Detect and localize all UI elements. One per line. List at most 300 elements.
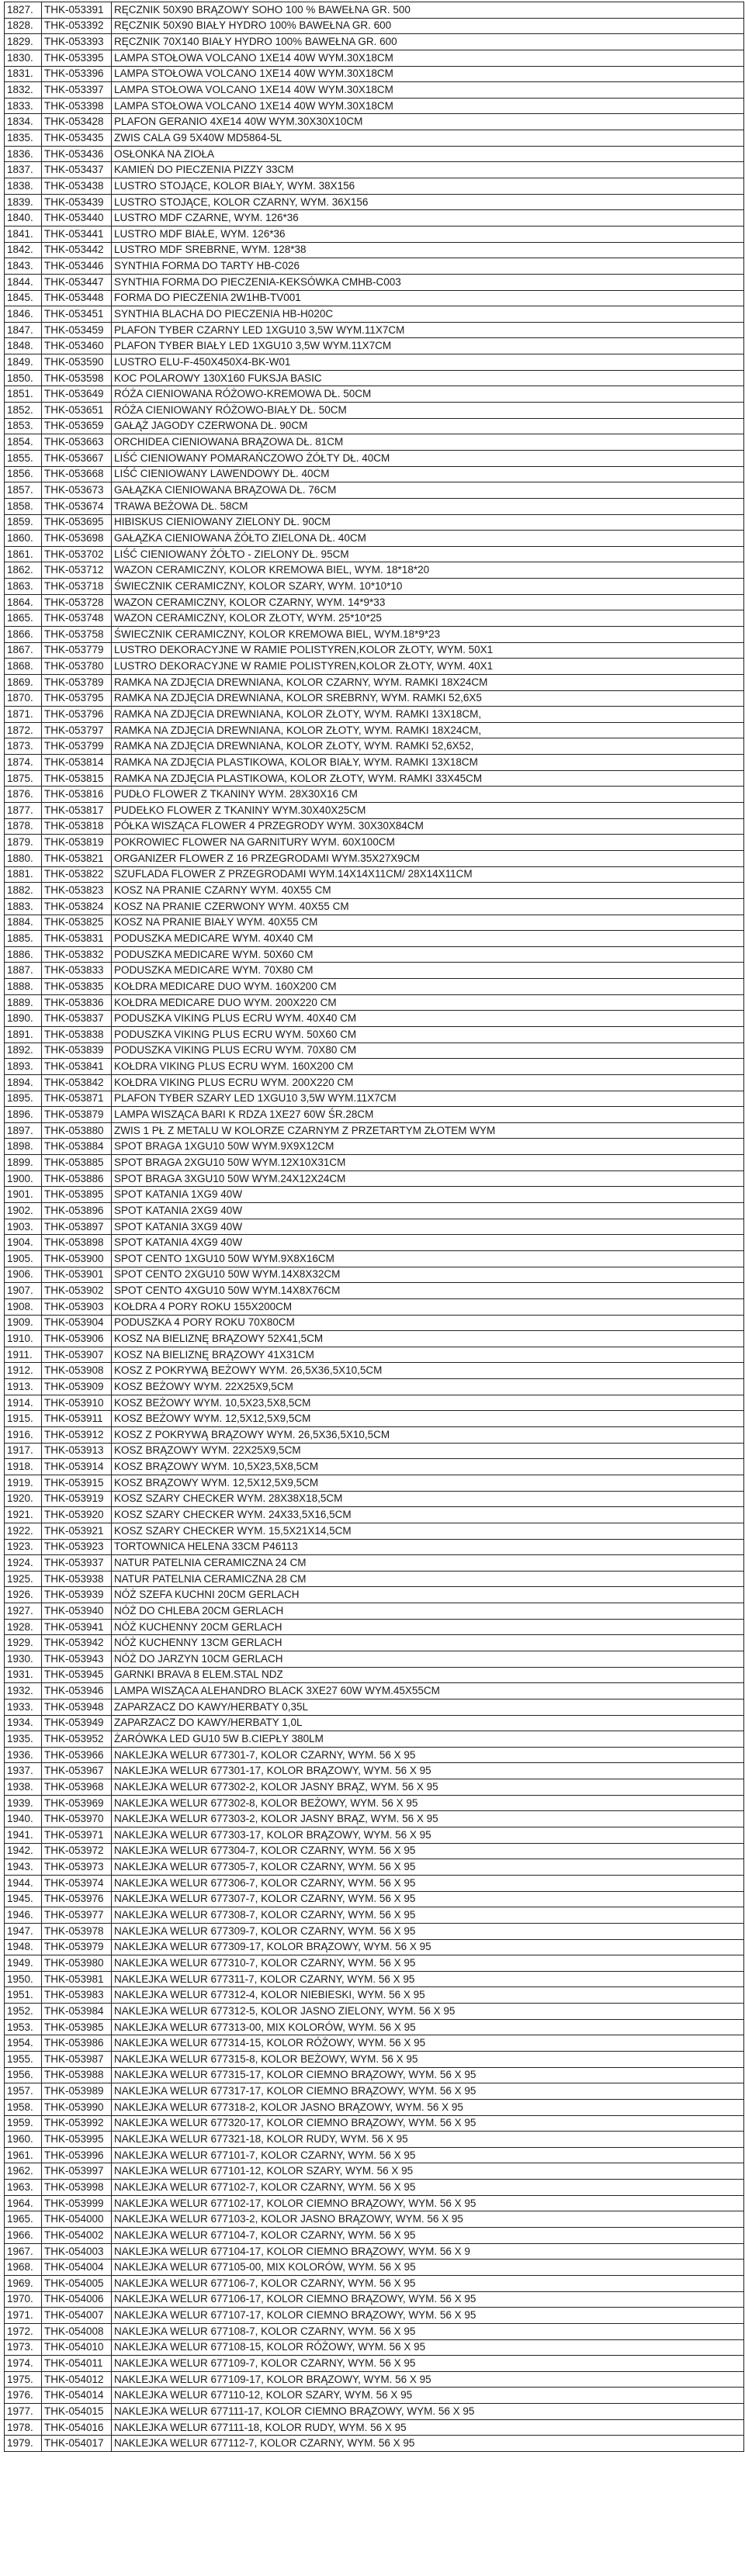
product-name: HIBISKUS CIENIOWANY ZIELONY DŁ. 90CM [112,514,744,531]
product-code: THK-053981 [42,1971,112,1987]
product-name: SPOT CENTO 2XGU10 50W WYM.14X8X32CM [112,1267,744,1283]
table-row [5,883,744,899]
row-number: 1830. [5,50,42,66]
table-row [5,2,744,19]
product-name: SPOT KATANIA 2XG9 40W [112,1203,744,1219]
row-number: 1875. [5,770,42,787]
row-number: 1939. [5,1795,42,1811]
product-name: NAKLEJKA WELUR 677107-17, KOLOR CIEMNO BRĄZOWY, WYM. 56 X 95 [112,2308,744,2324]
row-number: 1877. [5,803,42,819]
table-row [5,898,744,915]
product-name: NAKLEJKA WELUR 677312-5, KOLOR JASNO ZIELONY, WYM. 56 X 95 [112,2004,744,2020]
row-number: 1944. [5,1875,42,1891]
product-code: THK-053906 [42,1331,112,1347]
product-code: THK-053972 [42,1843,112,1859]
table-row [5,2195,744,2211]
product-code: THK-053448 [42,290,112,306]
product-code: THK-054006 [42,2291,112,2308]
product-name: KOŁDRA VIKING PLUS ECRU WYM. 160X200 CM [112,1059,744,1075]
row-number: 1978. [5,2419,42,2436]
product-name: LAMPA STOŁOWA VOLCANO 1XE14 40W WYM.30X18CM [112,82,744,99]
table-row [5,1379,744,1395]
table-row [5,1939,744,1955]
product-name: KOŁDRA MEDICARE DUO WYM. 200X220 CM [112,994,744,1011]
table-row [5,2132,744,2148]
product-code: THK-053667 [42,450,112,466]
table-row [5,1619,744,1635]
table-row [5,1683,744,1699]
product-name: NAKLEJKA WELUR 677301-17, KOLOR BRĄZOWY, WYM. 56 X 95 [112,1763,744,1779]
table-row [5,258,744,275]
table-row [5,1667,744,1683]
product-name: NAKLEJKA WELUR 677104-17, KOLOR CIEMNO BRĄZOWY, WYM. 56 X 9 [112,2243,744,2260]
table-row [5,1363,744,1379]
row-number: 1962. [5,2163,42,2180]
row-number: 1887. [5,963,42,979]
table-row [5,1811,744,1827]
product-name: NAKLEJKA WELUR 677112-7, KOLOR CZARNY, WYM. 56 X 95 [112,2436,744,2452]
table-row [5,210,744,226]
product-name: NAKLEJKA WELUR 677302-8, KOLOR BEŻOWY, WYM. 56 X 95 [112,1795,744,1811]
table-row [5,130,744,147]
table-row [5,1859,744,1876]
table-row [5,1795,744,1811]
table-row [5,2083,744,2100]
row-number: 1902. [5,1203,42,1219]
table-row [5,659,744,675]
product-name: TRAWA BEŻOWA DŁ. 58CM [112,498,744,514]
product-code: THK-053392 [42,18,112,34]
table-row [5,1443,744,1459]
product-name: LUSTRO DEKORACYJNE W RAMIE POLISTYREN,KOLOR ZŁOTY, WYM. 40X1 [112,659,744,675]
product-code: THK-054002 [42,2228,112,2244]
product-name: NAKLEJKA WELUR 677109-17, KOLOR BRĄZOWY, WYM. 56 X 95 [112,2371,744,2388]
table-row [5,2275,744,2291]
row-number: 1854. [5,434,42,451]
table-row [5,1074,744,1091]
product-code: THK-053758 [42,626,112,642]
row-number: 1945. [5,1891,42,1907]
product-name: SPOT KATANIA 4XG9 40W [112,1235,744,1251]
product-name: NÓŻ DO JARZYN 10CM GERLACH [112,1651,744,1667]
product-code: THK-053937 [42,1555,112,1572]
product-name: SZUFLADA FLOWER Z PRZEGRODAMI WYM.14X14X11CM/ 28X14X11CM [112,866,744,883]
table-row [5,1843,744,1859]
product-code: THK-053839 [42,1043,112,1059]
product-code: THK-053999 [42,2195,112,2211]
row-number: 1831. [5,66,42,82]
product-name: PUDEŁKO FLOWER Z TKANINY WYM.30X40X25CM [112,803,744,819]
row-number: 1917. [5,1443,42,1459]
row-number: 1930. [5,1651,42,1667]
table-row [5,162,744,178]
product-code: THK-053831 [42,931,112,947]
product-name: KOŁDRA MEDICARE DUO WYM. 160X200 CM [112,979,744,995]
table-row [5,1235,744,1251]
table-row [5,2388,744,2404]
row-number: 1923. [5,1539,42,1555]
row-number: 1839. [5,194,42,210]
table-row [5,146,744,162]
product-code: THK-053842 [42,1074,112,1091]
table-row [5,546,744,562]
table-row [5,2067,744,2083]
row-number: 1905. [5,1250,42,1267]
product-code: THK-053903 [42,1298,112,1315]
table-row [5,755,744,771]
row-number: 1874. [5,755,42,771]
table-row [5,2052,744,2068]
product-code: THK-053949 [42,1715,112,1731]
product-name: NAKLEJKA WELUR 677321-18, KOLOR RUDY, WYM. 56 X 95 [112,2132,744,2148]
product-code: THK-053952 [42,1731,112,1748]
product-name: ŚWIECZNIK CERAMICZNY, KOLOR KREMOWA BIEL, WYM.18*9*23 [112,626,744,642]
row-number: 1976. [5,2388,42,2404]
table-row [5,386,744,403]
row-number: 1901. [5,1187,42,1203]
row-number: 1931. [5,1667,42,1683]
product-name: GAŁĄZKA CIENIOWANA BRĄZOWA DŁ. 76CM [112,482,744,499]
table-row [5,1091,744,1107]
product-code: THK-053795 [42,690,112,707]
product-code: THK-053990 [42,2099,112,2115]
table-row [5,1203,744,1219]
product-code: THK-053977 [42,1907,112,1924]
row-number: 1946. [5,1907,42,1924]
product-code: THK-053880 [42,1122,112,1139]
row-number: 1958. [5,2099,42,2115]
product-name: NAKLEJKA WELUR 677104-7, KOLOR CZARNY, WYM. 56 X 95 [112,2228,744,2244]
row-number: 1934. [5,1715,42,1731]
row-number: 1859. [5,514,42,531]
product-name: NAKLEJKA WELUR 677102-7, KOLOR CZARNY, WYM. 56 X 95 [112,2180,744,2196]
product-code: THK-053674 [42,498,112,514]
table-row [5,306,744,323]
product-code: THK-053896 [42,1203,112,1219]
product-code: THK-053997 [42,2163,112,2180]
product-code: THK-053973 [42,1859,112,1876]
product-name: LUSTRO MDF SREBRNE, WYM. 128*38 [112,242,744,258]
product-code: THK-053978 [42,1923,112,1939]
table-row [5,1011,744,1027]
product-name: NATUR PATELNIA CERAMICZNA 28 CM [112,1571,744,1587]
product-name: NAKLEJKA WELUR 677312-4, KOLOR NIEBIESKI, WYM. 56 X 95 [112,1987,744,2004]
product-code: THK-053941 [42,1619,112,1635]
row-number: 1846. [5,306,42,323]
row-number: 1975. [5,2371,42,2388]
product-name: NAKLEJKA WELUR 677307-7, KOLOR CZARNY, WYM. 56 X 95 [112,1891,744,1907]
product-name: LAMPA STOŁOWA VOLCANO 1XE14 40W WYM.30X18CM [112,98,744,114]
row-number: 1895. [5,1091,42,1107]
product-name: SYNTHIA BLACHA DO PIECZENIA HB-H020C [112,306,744,323]
table-row [5,290,744,306]
product-name: KAMIEŃ DO PIECZENIA PIZZY 33CM [112,162,744,178]
table-row [5,994,744,1011]
row-number: 1853. [5,418,42,434]
product-name: KOSZ Z POKRYWĄ BEŻOWY WYM. 26,5X36,5X10,5CM [112,1363,744,1379]
table-row [5,194,744,210]
product-name: KOSZ SZARY CHECKER WYM. 24X33,5X16,5CM [112,1507,744,1523]
row-number: 1892. [5,1043,42,1059]
row-number: 1894. [5,1074,42,1091]
product-name: KOSZ NA BIELIZNĘ BRĄZOWY 41X31CM [112,1347,744,1363]
table-row [5,594,744,610]
table-row [5,242,744,258]
product-code: THK-053940 [42,1603,112,1620]
table-row [5,674,744,690]
table-row [5,1059,744,1075]
product-name: OSŁONKA NA ZIOŁA [112,146,744,162]
table-row [5,322,744,338]
row-number: 1870. [5,690,42,707]
row-number: 1951. [5,1987,42,2004]
product-name: RAMKA NA ZDJĘCIA DREWNIANA, KOLOR ZŁOTY, WYM. RAMKI 13X18CM, [112,707,744,723]
product-name: LUSTRO STOJĄCE, KOLOR BIAŁY, WYM. 38X156 [112,178,744,195]
product-name: NAKLEJKA WELUR 677101-7, KOLOR CZARNY, WYM. 56 X 95 [112,2147,744,2163]
product-name: TORTOWNICA HELENA 33CM P46113 [112,1539,744,1555]
product-code: THK-053913 [42,1443,112,1459]
product-code: THK-053728 [42,594,112,610]
table-row [5,482,744,499]
table-row [5,1555,744,1572]
product-name: NAKLEJKA WELUR 677106-17, KOLOR CIEMNO BRĄZOWY, WYM. 56 X 95 [112,2291,744,2308]
table-row [5,354,744,371]
row-number: 1843. [5,258,42,275]
product-code: THK-053901 [42,1267,112,1283]
product-code: THK-053939 [42,1587,112,1603]
product-code: THK-053984 [42,2004,112,2020]
product-code: THK-053796 [42,707,112,723]
product-name: LAMPA WISZĄCA BARI K RDZA 1XE27 60W ŚR.28CM [112,1107,744,1123]
product-code: THK-053436 [42,146,112,162]
row-number: 1835. [5,130,42,147]
table-row [5,82,744,99]
table-row [5,1923,744,1939]
product-name: RAMKA NA ZDJĘCIA PLASTIKOWA, KOLOR BIAŁY, WYM. RAMKI 13X18CM [112,755,744,771]
product-code: THK-053967 [42,1763,112,1779]
product-code: THK-053898 [42,1235,112,1251]
product-code: THK-053998 [42,2180,112,2196]
product-code: THK-053821 [42,850,112,866]
row-number: 1919. [5,1475,42,1491]
table-row [5,403,744,419]
table-row [5,1827,744,1844]
row-number: 1911. [5,1347,42,1363]
product-name: ŚWIECZNIK CERAMICZNY, KOLOR SZARY, WYM. 10*10*10 [112,579,744,595]
table-row [5,2323,744,2339]
row-number: 1907. [5,1283,42,1299]
table-row [5,931,744,947]
product-name: NAKLEJKA WELUR 677314-15, KOLOR RÓŻOWY, WYM. 56 X 95 [112,2035,744,2052]
table-row [5,1491,744,1507]
table-row [5,450,744,466]
row-number: 1864. [5,594,42,610]
row-number: 1866. [5,626,42,642]
table-row [5,418,744,434]
product-name: ZAPARZACZ DO KAWY/HERBATY 1,0L [112,1715,744,1731]
table-row [5,2308,744,2324]
product-code: THK-053884 [42,1139,112,1155]
product-code: THK-053428 [42,114,112,130]
table-row [5,1907,744,1924]
table-row [5,2035,744,2052]
table-row [5,803,744,819]
row-number: 1834. [5,114,42,130]
product-code: THK-053702 [42,546,112,562]
table-row [5,2004,744,2020]
row-number: 1862. [5,562,42,579]
product-name: NAKLEJKA WELUR 677108-7, KOLOR CZARNY, WYM. 56 X 95 [112,2323,744,2339]
table-row [5,579,744,595]
product-name: ZWIS CALA G9 5X40W MD5864-5L [112,130,744,147]
product-name: NAKLEJKA WELUR 677320-17, KOLOR CIEMNO BRĄZOWY, WYM. 56 X 95 [112,2115,744,2132]
row-number: 1857. [5,482,42,499]
row-number: 1966. [5,2228,42,2244]
row-number: 1828. [5,18,42,34]
product-name: NÓŻ KUCHENNY 13CM GERLACH [112,1635,744,1651]
product-code: THK-053902 [42,1283,112,1299]
row-number: 1927. [5,1603,42,1620]
product-code: THK-054007 [42,2308,112,2324]
row-number: 1974. [5,2356,42,2372]
product-code: THK-053393 [42,34,112,50]
row-number: 1869. [5,674,42,690]
product-code: THK-053945 [42,1667,112,1683]
table-row [5,226,744,242]
product-name: LUSTRO STOJĄCE, KOLOR CZARNY, WYM. 36X156 [112,194,744,210]
table-row [5,2211,744,2228]
row-number: 1957. [5,2083,42,2100]
product-name: NAKLEJKA WELUR 677110-12, KOLOR SZARY, WYM. 56 X 95 [112,2388,744,2404]
table-row [5,963,744,979]
product-code: THK-053663 [42,434,112,451]
product-name: NAKLEJKA WELUR 677105-00, MIX KOLORÓW, WYM. 56 X 95 [112,2260,744,2276]
row-number: 1947. [5,1923,42,1939]
product-name: PLAFON TYBER BIAŁY LED 1XGU10 3,5W WYM.11X7CM [112,338,744,354]
product-name: KOŁDRA 4 PORY ROKU 155X200CM [112,1298,744,1315]
row-number: 1954. [5,2035,42,2052]
row-number: 1920. [5,1491,42,1507]
table-row [5,2115,744,2132]
product-name: PODUSZKA MEDICARE WYM. 40X40 CM [112,931,744,947]
table-row [5,1267,744,1283]
product-code: THK-053447 [42,274,112,290]
row-number: 1937. [5,1763,42,1779]
row-number: 1847. [5,322,42,338]
product-name: SPOT KATANIA 1XG9 40W [112,1187,744,1203]
row-number: 1922. [5,1523,42,1539]
row-number: 1950. [5,1971,42,1987]
product-code: THK-053797 [42,722,112,738]
product-code: THK-053970 [42,1811,112,1827]
product-code: THK-053651 [42,403,112,419]
row-number: 1832. [5,82,42,99]
product-code: THK-053779 [42,642,112,659]
product-name: SPOT BRAGA 3XGU10 50W WYM.24X12X24CM [112,1170,744,1187]
row-number: 1959. [5,2115,42,2132]
product-name: LIŚĆ CIENIOWANY POMARAŃCZOWO ŻÓŁTY DŁ. 40CM [112,450,744,466]
product-code: THK-053832 [42,946,112,963]
row-number: 1979. [5,2436,42,2452]
product-name: NAKLEJKA WELUR 677310-7, KOLOR CZARNY, WYM. 56 X 95 [112,1955,744,1972]
row-number: 1836. [5,146,42,162]
row-number: 1841. [5,226,42,242]
product-code: THK-053943 [42,1651,112,1667]
row-number: 1972. [5,2323,42,2339]
table-row [5,626,744,642]
product-name: RAMKA NA ZDJĘCIA DREWNIANA, KOLOR ZŁOTY, WYM. RAMKI 52,6X52, [112,738,744,755]
table-row [5,2356,744,2372]
table-row [5,562,744,579]
row-number: 1848. [5,338,42,354]
product-code: THK-053938 [42,1571,112,1587]
product-code: THK-053442 [42,242,112,258]
product-name: NAKLEJKA WELUR 677303-17, KOLOR BRĄZOWY, WYM. 56 X 95 [112,1827,744,1844]
table-row [5,1571,744,1587]
table-row [5,1715,744,1731]
row-number: 1850. [5,370,42,386]
product-code: THK-053698 [42,531,112,547]
product-code: THK-053397 [42,82,112,99]
product-name: KOSZ BEŻOWY WYM. 22X25X9,5CM [112,1379,744,1395]
product-code: THK-053841 [42,1059,112,1075]
product-name: KOC POLAROWY 130X160 FUKSJA BASIC [112,370,744,386]
product-name: RAMKA NA ZDJĘCIA DREWNIANA, KOLOR CZARNY, WYM. RAMKI 18X24CM [112,674,744,690]
product-code: THK-053395 [42,50,112,66]
row-number: 1971. [5,2308,42,2324]
product-name: NAKLEJKA WELUR 677308-7, KOLOR CZARNY, WYM. 56 X 95 [112,1907,744,1924]
product-name: FORMA DO PIECZENIA 2W1HB-TV001 [112,290,744,306]
product-name: NAKLEJKA WELUR 677108-15, KOLOR RÓŻOWY, WYM. 56 X 95 [112,2339,744,2356]
table-row [5,531,744,547]
table-row [5,2180,744,2196]
row-number: 1940. [5,1811,42,1827]
product-code: THK-053909 [42,1379,112,1395]
product-code: THK-053996 [42,2147,112,2163]
product-code: THK-053908 [42,1363,112,1379]
row-number: 1943. [5,1859,42,1876]
row-number: 1956. [5,2067,42,2083]
table-row [5,738,744,755]
product-name: PLAFON TYBER CZARNY LED 1XGU10 3,5W WYM.11X7CM [112,322,744,338]
table-row [5,2019,744,2035]
product-code: THK-053980 [42,1955,112,1972]
product-code: THK-053900 [42,1250,112,1267]
product-code: THK-053816 [42,787,112,803]
table-row [5,2260,744,2276]
table-row [5,1347,744,1363]
row-number: 1903. [5,1219,42,1235]
product-code: THK-053437 [42,162,112,178]
product-code: THK-054016 [42,2419,112,2436]
table-row [5,1298,744,1315]
row-number: 1865. [5,610,42,627]
table-row [5,2291,744,2308]
table-row [5,1219,744,1235]
row-number: 1863. [5,579,42,595]
product-name: LUSTRO ELU-F-450X450X4-BK-W01 [112,354,744,371]
product-code: THK-053824 [42,898,112,915]
table-row [5,1395,744,1411]
product-name: LUSTRO MDF BIAŁE, WYM. 126*36 [112,226,744,242]
product-code: THK-054015 [42,2404,112,2420]
table-row [5,434,744,451]
row-number: 1871. [5,707,42,723]
product-code: THK-053914 [42,1459,112,1475]
row-number: 1961. [5,2147,42,2163]
product-name: NÓŻ SZEFA KUCHNI 20CM GERLACH [112,1587,744,1603]
product-code: THK-053446 [42,258,112,275]
